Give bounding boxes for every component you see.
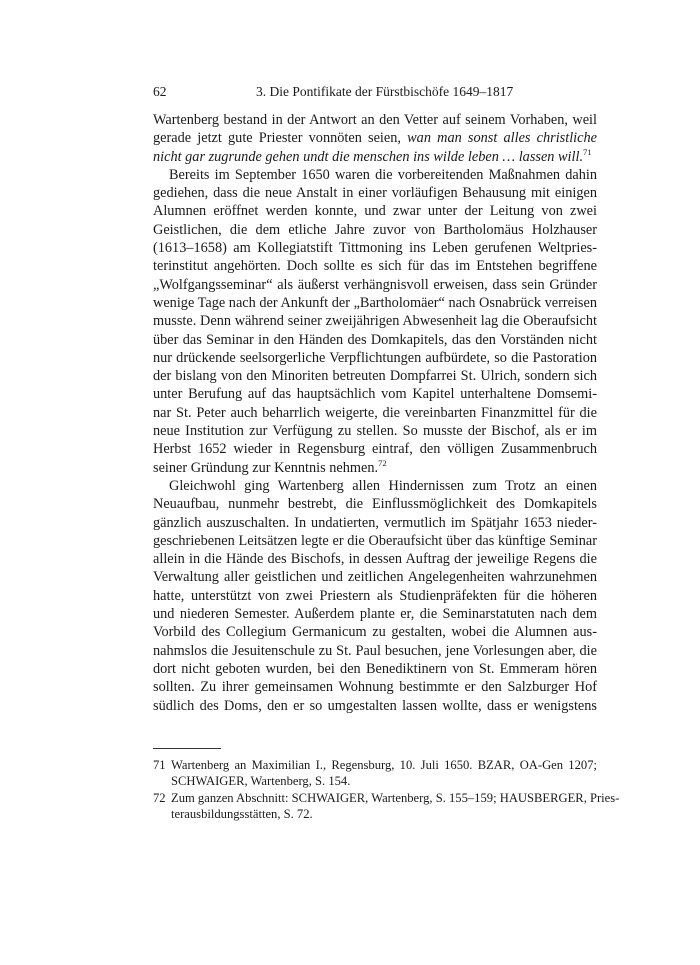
text-line: musste. Denn während seiner zweijährigen Abwesenheit lag die Oberaufsicht xyxy=(153,313,597,330)
text-line: Herbst 1652 wieder in Regensburg eintraf, den völligen Zusammenbruch xyxy=(153,441,597,458)
text-line: neue Institution zur Verfügung zu stellen. So musste der Bischof, als er im xyxy=(153,423,597,440)
footnote-71: 71 Wartenberg an Maximilian I., Regensburg, 10. Juli 1650. BZAR, OA-Gen 1207; xyxy=(153,758,597,772)
text-line: über das Seminar in den Händen des Domkapitels, das den Vorständen nicht xyxy=(153,331,597,348)
page-number: 62 xyxy=(153,84,167,99)
footnote-number: 71 xyxy=(153,758,166,772)
text-line: wenige Tage nach der Ankunft der „Bartholomäer“ nach Osnabrück verreisen xyxy=(153,294,597,311)
footnote-divider xyxy=(153,748,221,749)
text-line: allein in die Hände des Bischofs, in dessen Auftrag der jeweilige Regens die xyxy=(153,551,597,568)
text-line: gerade jetzt gute Priester vonnöten seien, wan man sonst alles christliche xyxy=(153,130,597,147)
text-line: nar St. Peter auch beharrlich weigerte, die vereinbarten Finanzmittel für die xyxy=(153,404,597,421)
text-line: unter Berufung auf das hauptsächlich vom Kapitel unterhaltene Domsemi- xyxy=(153,386,597,403)
text-line: der bislang von den Minoriten betreuten Dompfarrei St. Ulrich, sondern sich xyxy=(153,368,597,385)
text-line: nicht gar zugrunde gehen undt die menschen ins wilde leben … lassen will.$^{71}$ xyxy=(153,146,592,165)
paragraph-first-line: Gleichwohl ging Wartenberg allen Hindernissen zum Trotz an einen xyxy=(169,477,597,494)
text-line: gediehen, dass die neue Anstalt in einer vorläufigen Behausung mit einigen xyxy=(153,185,597,202)
page-header xyxy=(153,84,597,102)
footnote-number: 72 xyxy=(153,790,166,805)
footnotes xyxy=(153,757,620,822)
text-line: gänzlich auszuschalten. In undatierten, vermutlich im Spätjahr 1653 nieder- xyxy=(153,514,597,531)
footnote-ref-71[interactable]: 71 xyxy=(583,146,592,157)
text-line: seiner Gründung zur Kenntnis nehmen.$^{72}$ xyxy=(153,457,387,476)
text-line: und niederen Semester. Außerdem plante er, die Seminarstatuten nach dem xyxy=(153,606,597,623)
running-head: 3. Die Pontifikate der Fürstbischöfe 1649–1817 xyxy=(256,84,514,99)
text-line: sollten. Zu ihrer gemeinsamen Wohnung bestimmte er den Salzburger Hof xyxy=(153,679,597,696)
text-line: terinstitut angehörten. Doch sollte es sich für das im Entstehen begriffene xyxy=(153,258,597,275)
text-line: (1613–1658) am Kollegiatstift Tittmoning ins Leben gerufenen Weltpries- xyxy=(153,240,597,257)
body-text xyxy=(153,111,597,715)
text-line: „Wolfgangsseminar“ als äußerst verhängnisvoll erweisen, dass sein Gründer xyxy=(153,276,597,293)
paragraph-first-line: Bereits im September 1650 waren die vorbereitenden Maßnahmen dahin xyxy=(169,166,597,183)
text-line: geschriebenen Leitsätzen legte er die Oberaufsicht über das künftige Seminar xyxy=(153,532,597,549)
text-line: Neuaufbau, nunmehr bestrebt, die Einflussmöglichkeit des Domkapitels xyxy=(153,496,597,513)
text-line: nahmslos die Jesuitenschule zu St. Paul besuchen, jene Vorlesungen aber, die xyxy=(153,642,597,659)
text-line: Verwaltung aller geistlichen und zeitlichen Angelegenheiten wahrzunehmen xyxy=(153,569,597,586)
footnote-71-continuation: SCHWAIGER, Wartenberg, S. 154. xyxy=(171,774,351,789)
text-line: Geistlichen, die dem etliche Jahre zuvor von Bartholomäus Holzhauser xyxy=(153,221,597,238)
text-line: hatte, unterstützt von zwei Priestern als Studienpräfekten für die höheren xyxy=(153,587,597,604)
text-line: dort nicht geboten wurden, bei den Benediktinern von St. Emmeram hören xyxy=(153,660,597,677)
footnote-ref-72[interactable]: 72 xyxy=(378,457,387,468)
footnote-72: 72 Zum ganzen Abschnitt: SCHWAIGER, Wartenberg, S. 155–159; HAUSBERGER, Pries- xyxy=(153,790,620,805)
text-line: Alumnen eröffnet werden konnte, und zwar unter der Leitung von zwei xyxy=(153,203,597,220)
text-line: Wartenberg bestand in der Antwort an den Vetter auf seinem Vorhaben, weil xyxy=(153,112,597,128)
text-line: nur drückende seelsorgerliche Verpflichtungen aufbürdete, so die Pastoration xyxy=(153,349,597,366)
footnote-72-continuation: terausbildungsstätten, S. 72. xyxy=(171,806,313,821)
text-line: Vorbild des Collegium Germanicum zu gestalten, wobei die Alumnen aus- xyxy=(153,624,597,641)
text-line: südlich des Doms, den er so umgestalten lassen wollte, dass er wenigstens xyxy=(153,697,597,714)
